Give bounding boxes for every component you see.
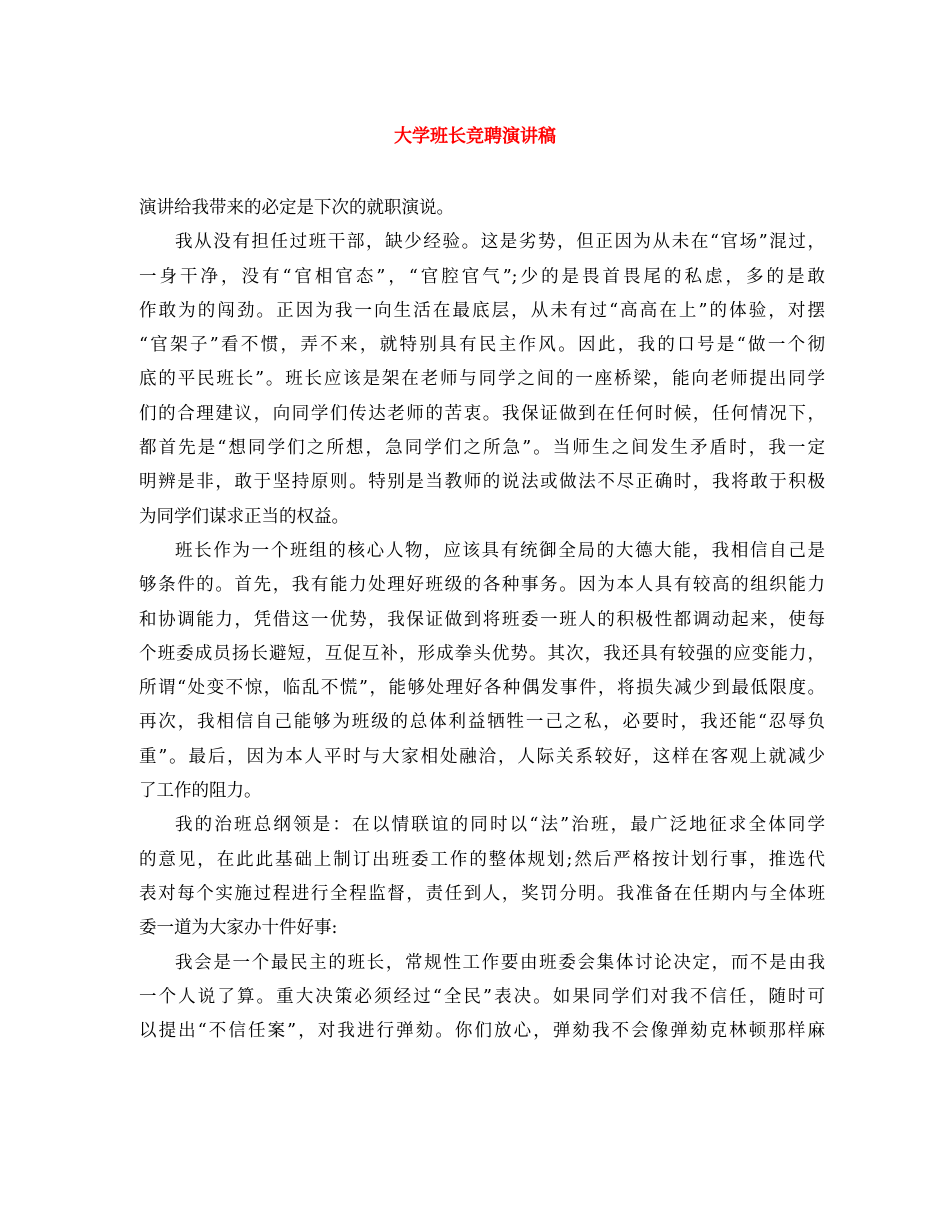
body-line: 一个人说了算。重大决策必须经过“全民”表决。如果同学们对我不信任，随时可 [139,986,825,1007]
body-line: 我会是一个最民主的班长，常规性工作要由班委会集体讨论决定，而不是由我 [175,952,825,973]
document-title: 大学班长竞聘演讲稿 [394,126,556,147]
body-line: 和协调能力，凭借这一优势，我保证做到将班委一班人的积极性都调动起来，使每 [139,609,825,630]
body-line: 委一道为大家办十件好事: [139,918,338,939]
body-line: “官架子”看不惯，弄不来，就特别具有民主作风。因此，我的口号是“做一个彻 [139,335,825,356]
body-line: 重”。最后，因为本人平时与大家相处融洽，人际关系较好，这样在客观上就减少 [139,746,825,767]
body-line: 以提出“不信任案”，对我进行弹劾。你们放心，弹劾我不会像弹劾克林顿那样麻 [139,1021,825,1042]
body-line: 我的治班总纲领是：在以情联谊的同时以“法”治班，最广泛地征求全体同学 [175,815,825,836]
body-line: 所谓“处变不惊，临乱不慌”，能够处理好各种偶发事件，将损失减少到最低限度。 [139,678,825,699]
body-line: 表对每个实施过程进行全程监督，责任到人，奖罚分明。我准备在任期内与全体班 [139,883,825,904]
body-line: 们的合理建议，向同学们传达老师的苦衷。我保证做到在任何时候，任何情况下， [139,403,825,424]
body-line: 为同学们谋求正当的权益。 [139,506,349,527]
body-line: 再次，我相信自己能够为班级的总体利益牺牲一己之私，必要时，我还能“忍辱负 [139,712,825,733]
body-line: 作敢为的闯劲。正因为我一向生活在最底层，从未有过“高高在上”的体验，对摆 [139,300,825,321]
body-line: 了工作的阻力。 [139,781,262,802]
body-line: 都首先是“想同学们之所想，急同学们之所急”。当师生之间发生矛盾时，我一定 [139,438,825,459]
body-line: 班长作为一个班组的核心人物，应该具有统御全局的大德大能，我相信自己是 [175,540,825,561]
body-line: 的意见，在此此基础上制订出班委工作的整体规划;然后严格按计划行事，推选代 [139,849,825,870]
document-body [139,191,825,1048]
body-line: 底的平民班长”。班长应该是架在老师与同学之间的一座桥梁，能向老师提出同学 [139,369,825,390]
body-line: 一身干净，没有“官相官态”，“官腔官气”;少的是畏首畏尾的私虑，多的是敢 [139,266,825,287]
body-line: 我从没有担任过班干部，缺少经验。这是劣势，但正因为从未在“官场”混过， [175,232,825,253]
body-line: 个班委成员扬长避短，互促互补，形成拳头优势。其次，我还具有较强的应变能力， [139,643,825,664]
body-line: 明辨是非，敢于坚持原则。特别是当教师的说法或做法不尽正确时，我将敢于积极 [139,472,825,493]
body-line: 够条件的。首先，我有能力处理好班级的各种事务。因为本人具有较高的组织能力 [139,575,825,596]
body-line: 演讲给我带来的必定是下次的就职演说。 [139,198,454,218]
